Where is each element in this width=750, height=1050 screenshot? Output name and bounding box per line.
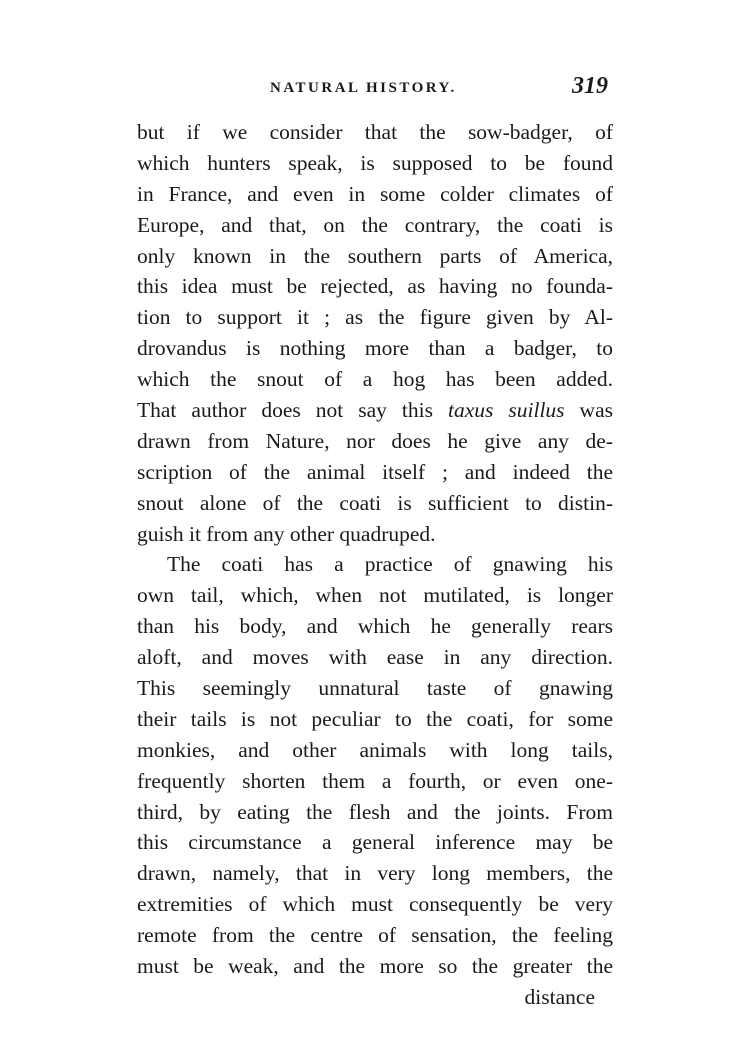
text-line: their tails is not peculiar to the coati, for some <box>137 706 613 731</box>
text-line: monkies, and other animals with long tails, <box>137 737 613 762</box>
text-line: scription of the animal itself ; and indeed the <box>137 459 613 484</box>
text-line: Europe, and that, on the contrary, the coati is <box>137 212 613 237</box>
text-line: drovandus is nothing more than a badger, to <box>137 336 613 361</box>
text-line: own tail, which, when not mutilated, is longer <box>137 583 613 608</box>
text-line: snout alone of the coati is sufficient to distin- <box>137 490 613 515</box>
text-line: only known in the southern parts of America, <box>137 243 613 268</box>
text-line: drawn, namely, that in very long members, the <box>137 861 613 886</box>
text-segment: was <box>564 398 613 423</box>
text-line: in France, and even in some colder climates of <box>137 181 613 206</box>
text-line: which the snout of a hog has been added. <box>137 367 613 392</box>
text-line: than his body, and which he generally rears <box>137 614 613 639</box>
body-text <box>137 117 613 1013</box>
page-number: 319 <box>572 73 608 99</box>
text-line: this idea must be rejected, as having no founda- <box>137 274 613 299</box>
text-segment: That author does not say this <box>137 398 448 423</box>
italic-term: taxus suillus <box>448 398 565 423</box>
text-line: tion to support it ; as the figure given by Al- <box>137 305 613 330</box>
text-line: aloft, and moves with ease in any direction. <box>137 645 613 670</box>
text-line: frequently shorten them a fourth, or even one- <box>137 768 613 793</box>
text-line: guish it from any other quadruped. <box>137 521 436 546</box>
running-head: NATURAL HISTORY. <box>270 80 457 96</box>
text-line: must be weak, and the more so the greater the <box>137 954 613 979</box>
paragraph-start-line: The coati has a practice of gnawing his <box>167 552 613 577</box>
text-line: drawn from Nature, nor does he give any de- <box>137 428 613 453</box>
text-line: which hunters speak, is supposed to be found <box>137 150 613 175</box>
text-line: but if we consider that the sow-badger, of <box>137 120 613 144</box>
text-line: remote from the centre of sensation, the feeling <box>137 923 613 948</box>
text-line: This seemingly unnatural taste of gnawing <box>137 676 613 701</box>
text-line: extremities of which must consequently be very <box>137 892 613 917</box>
text-line: this circumstance a general inference may be <box>137 830 613 855</box>
text-line-with-italic <box>137 395 613 426</box>
text-line: third, by eating the flesh and the joints. From <box>137 799 613 824</box>
catchword: distance <box>524 984 595 1009</box>
